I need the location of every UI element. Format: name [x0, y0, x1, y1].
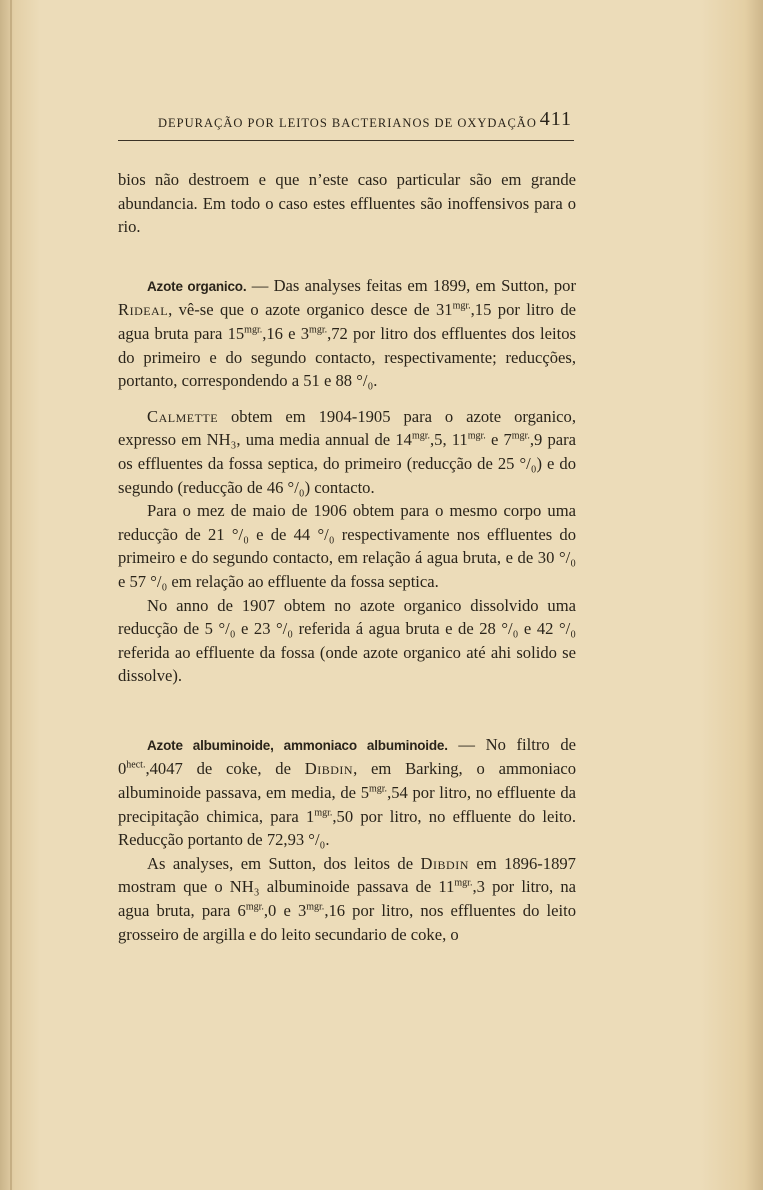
body-text: [118, 168, 576, 946]
paragraph-maio-1906: Para o mez de maio de 1906 obtem para o mesmo corpo uma reducção de 21 °/₀ e de 44 °/₀ respectivamente nos effluentes do primeiro e do segundo contacto, em relação á agua bruta, e de 30 °/₀ e 57 °/₀ em relação ao effluente da fossa septica.: [118, 501, 576, 591]
author-name: Rideal: [118, 300, 169, 320]
paragraph-sutton-dibdin: As analyses, em Sutton, dos leitos de Dibdin em 1896-1897 mostram que o NH₃ albuminoide passava de $11^{mgr.},3$ por litro, na agua bruta, para $6^{mgr.},0$ e $3^{mgr.},16$ por litro, nos effluentes do leito grosseiro de argilla e do leito secundario de coke, o: [118, 853, 577, 944]
running-title: DEPURAÇÃO POR LEITOS BACTERIANOS DE OXYDAÇÃO: [158, 116, 537, 130]
page-gutter: [10, 0, 12, 1190]
paragraph-continuation: bios não destroem e que n’este caso particular são em grande abundancia. Em todo o caso estes effluentes são inoffensivos para o rio.: [118, 170, 576, 237]
paragraph-anno-1907: No anno de 1907 obtem no azote organico dissolvido uma reducção de 5 °/₀ e 23 °/₀ referida á agua bruta e de 28 °/₀ e 42 °/₀ referida ao effluente da fossa (onde azote organico até ahi solido se dissolve).: [118, 595, 576, 686]
author-name: Calmette: [147, 406, 219, 426]
author-name: Dibdin: [304, 759, 354, 779]
section-rubric: Azote albuminoide, ammoniaco albuminoide.: [147, 737, 448, 753]
paragraph-azote-albuminoide: Azote albuminoide, ammoniaco albuminoide. — No filtro de $0^{hect.},4047$ de coke, de Dibdin, em Barking, o ammoniaco albuminoide passava, em media, de $5^{mgr.},54$ por litro, no effluente da precipitação chimica, para $1^{mgr.},50$ por litro, no effluente do leito. Reducção portanto de 72,93 °/₀.: [118, 734, 577, 850]
paragraph-calmette: Calmette obtem em 1904-1905 para o azote organico, expresso em NH₃, uma media annual de $14^{mgr.},5$, $11^{mgr.}$ e $7^{mgr.},9$ para os effluentes da fossa septica, do primeiro (reducção de 25 °/₀) e do segundo (reducção de 46 °/₀) contacto.: [118, 406, 576, 497]
page-header: [118, 104, 574, 141]
author-name: Dibdin: [420, 853, 469, 873]
section-rubric: Azote organico.: [147, 278, 247, 294]
page-number: 411: [539, 108, 572, 130]
paragraph-azote-organico: Azote organico. — Das analyses feitas em 1899, em Sutton, por Rideal, vê-se que o azote organico desce de $31^{mgr.},15$ por litro de agua bruta para $15^{mgr.},16$ e $3^{mgr.},72$ por litro dos effluentes dos leitos do primeiro e do segundo contacto, respectivamente; reducções, portanto, correspondendo a 51 e 88 °/₀.: [118, 275, 577, 391]
